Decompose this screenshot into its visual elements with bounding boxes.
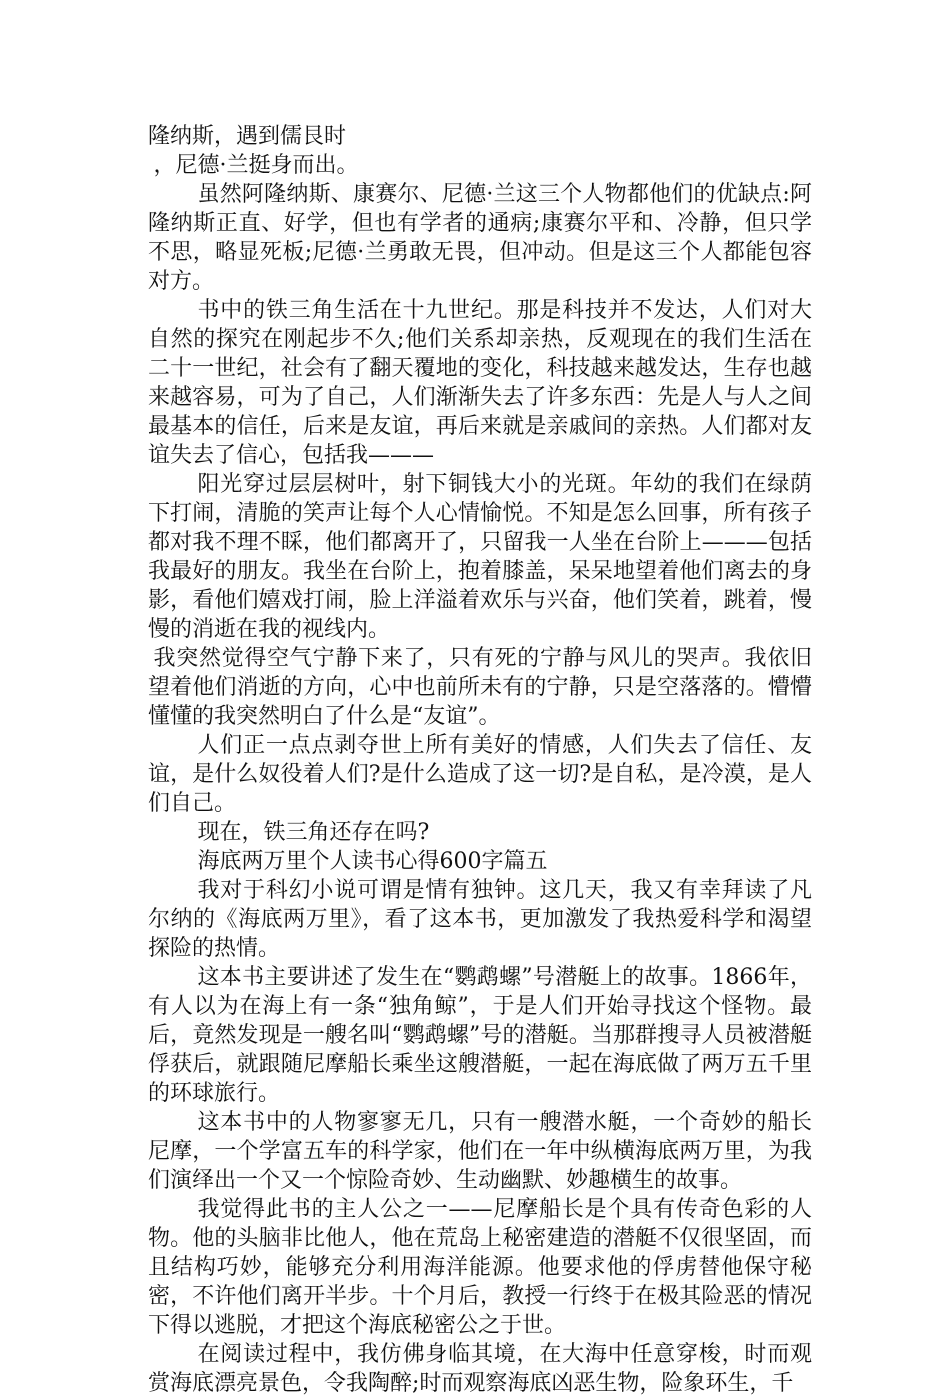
paragraph: 我对于科幻小说可谓是情有独钟。这几天，我又有幸拜读了凡尔纳的《海底两万里》，看了这本书，更加激发了我热爱科学和渴望探险的热情。 [148,878,812,961]
paragraph: ，尼德·兰挺身而出。 [153,153,359,178]
paragraph: 虽然阿隆纳斯、康赛尔、尼德·兰这三个人物都他们的优缺点:阿隆纳斯正直、好学，但也有学者的通病;康赛尔平和、冷静，但只学不思，略显死板;尼德·兰勇敢无畏，但冲动。但是这三个人都能包容对方。 [148,182,812,294]
paragraph: 隆纳斯，遇到儒艮时 [148,124,347,149]
section-heading: 海底两万里个人读书心得600字篇五 [197,849,548,874]
paragraph: 书中的铁三角生活在十九世纪。那是科技并不发达，人们对大自然的探究在刚起步不久;他们关系却亲热，反观现在的我们生活在二十一世纪，社会有了翻天覆地的变化，科技越来越发达，生存也越来越容易，可为了自己，人们渐渐失去了许多东西：先是人与人之间最基本的信任，后来是友谊，再后来就是亲戚间的亲热。人们都对友谊失去了信心，包括我——— [148,298,812,468]
body-text [148,122,812,1398]
paragraph: 人们正一点点剥夺世上所有美好的情感，人们失去了信任、友谊，是什么奴役着人们?是什么造成了这一切?是自私，是冷漠，是人们自己。 [148,733,812,816]
paragraph: 我觉得此书的主人公之一——尼摩船长是个具有传奇色彩的人物。他的头脑非比他人，他在荒岛上秘密建造的潜艇不仅很坚固，而且结构巧妙，能够充分利用海洋能源。他要求他的俘虏替他保守秘密，不许他们离开半步。十个月后，教授一行终于在极其险恶的情况下得以逃脱，才把这个海底秘密公之于世。 [148,1197,812,1338]
paragraph: 这本书中的人物寥寥无几，只有一艘潜水艇，一个奇妙的船长尼摩，一个学富五车的科学家，他们在一年中纵横海底两万里，为我们演绎出一个又一个惊险奇妙、生动幽默、妙趣横生的故事。 [148,1110,812,1193]
paragraph: 在阅读过程中，我仿佛身临其境，在大海中任意穿梭，时而观赏海底漂亮景色，令我陶醉;时而观察海底凶恶生物，险象环生，千 [148,1342,812,1396]
paragraph: 现在，铁三角还存在吗? [197,820,430,845]
paragraph: 这本书主要讲述了发生在“鹦鹉螺”号潜艇上的故事。1866年，有人以为在海上有一条“独角鲸”，于是人们开始寻找这个怪物。最后，竟然发现是一艘名叫“鹦鹉螺”号的潜艇。当那群搜寻人员被潜艇俘获后，就跟随尼摩船长乘坐这艘潜艇，一起在海底做了两万五千里的环球旅行。 [148,965,812,1106]
paragraph: 我突然觉得空气宁静下来了，只有死的宁静与风儿的哭声。我依旧望着他们消逝的方向，心中也前所未有的宁静，只是空落落的。懵懵懂懂的我突然明白了什么是“友谊”。 [148,646,812,729]
paragraph: 阳光穿过层层树叶，射下铜钱大小的光斑。年幼的我们在绿荫下打闹，清脆的笑声让每个人心情愉悦。不知是怎么回事，所有孩子都对我不理不睬，他们都离开了，只留我一人坐在台阶上———包括我最好的朋友。我坐在台阶上，抱着膝盖，呆呆地望着他们离去的身影，看他们嬉戏打闹，脸上洋溢着欢乐与兴奋，他们笑着，跳着，慢慢的消逝在我的视线内。 [148,472,812,642]
